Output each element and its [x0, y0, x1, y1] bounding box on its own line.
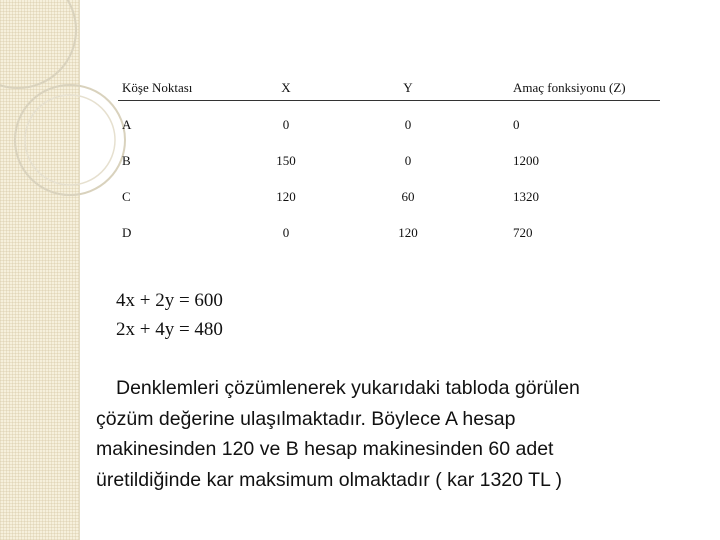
- paragraph-line: çözüm değerine ulaşılmaktadır. Böylece A hesap: [96, 407, 516, 430]
- table-cell: 0: [404, 117, 412, 132]
- table-cell: 60: [401, 189, 415, 204]
- paragraph-line: makinesinden 120 ve B hesap makinesinden 60 adet: [96, 438, 554, 460]
- table-cell: 720: [513, 225, 533, 240]
- table-cell: 0: [282, 117, 290, 132]
- equation-2: 2x + 4y = 480: [116, 319, 223, 340]
- corner-points-table: [118, 76, 660, 257]
- paragraph-line: Denklemleri çözümlenerek yukarıdaki tabloda görülen: [116, 377, 580, 399]
- table-cell: D: [122, 225, 132, 240]
- table-cell: 0: [513, 117, 520, 132]
- explanation-paragraph: [96, 373, 676, 495]
- table-row: [118, 149, 660, 185]
- table-cell: 120: [276, 189, 296, 204]
- header-x: X: [281, 80, 291, 95]
- table-cell: B: [122, 153, 131, 168]
- table-cell: 0: [282, 225, 290, 240]
- paragraph-line: üretildiğinde kar maksimum olmaktadır ( kar 1320 TL ): [96, 468, 563, 491]
- deco-circle-large: [0, 0, 76, 88]
- table-cell: 150: [276, 153, 296, 168]
- table-row: [118, 113, 660, 149]
- table-cell: A: [122, 117, 132, 132]
- header-y: Y: [403, 80, 413, 95]
- table-cell: C: [122, 189, 131, 204]
- table-cell: 1320: [513, 189, 539, 204]
- deco-circle-medium: [15, 85, 125, 195]
- table-row: [118, 185, 660, 221]
- deco-circle-small: [25, 95, 115, 185]
- table-cell: 1200: [513, 153, 539, 168]
- header-corner-point: Köşe Noktası: [122, 80, 193, 95]
- table-row: [118, 221, 660, 257]
- header-objective: Amaç fonksiyonu (Z): [513, 80, 626, 95]
- equation-1: 4x + 2y = 600: [116, 290, 223, 311]
- table-cell: 0: [404, 153, 412, 168]
- table-cell: 120: [398, 225, 418, 240]
- table-header-row: [118, 76, 660, 101]
